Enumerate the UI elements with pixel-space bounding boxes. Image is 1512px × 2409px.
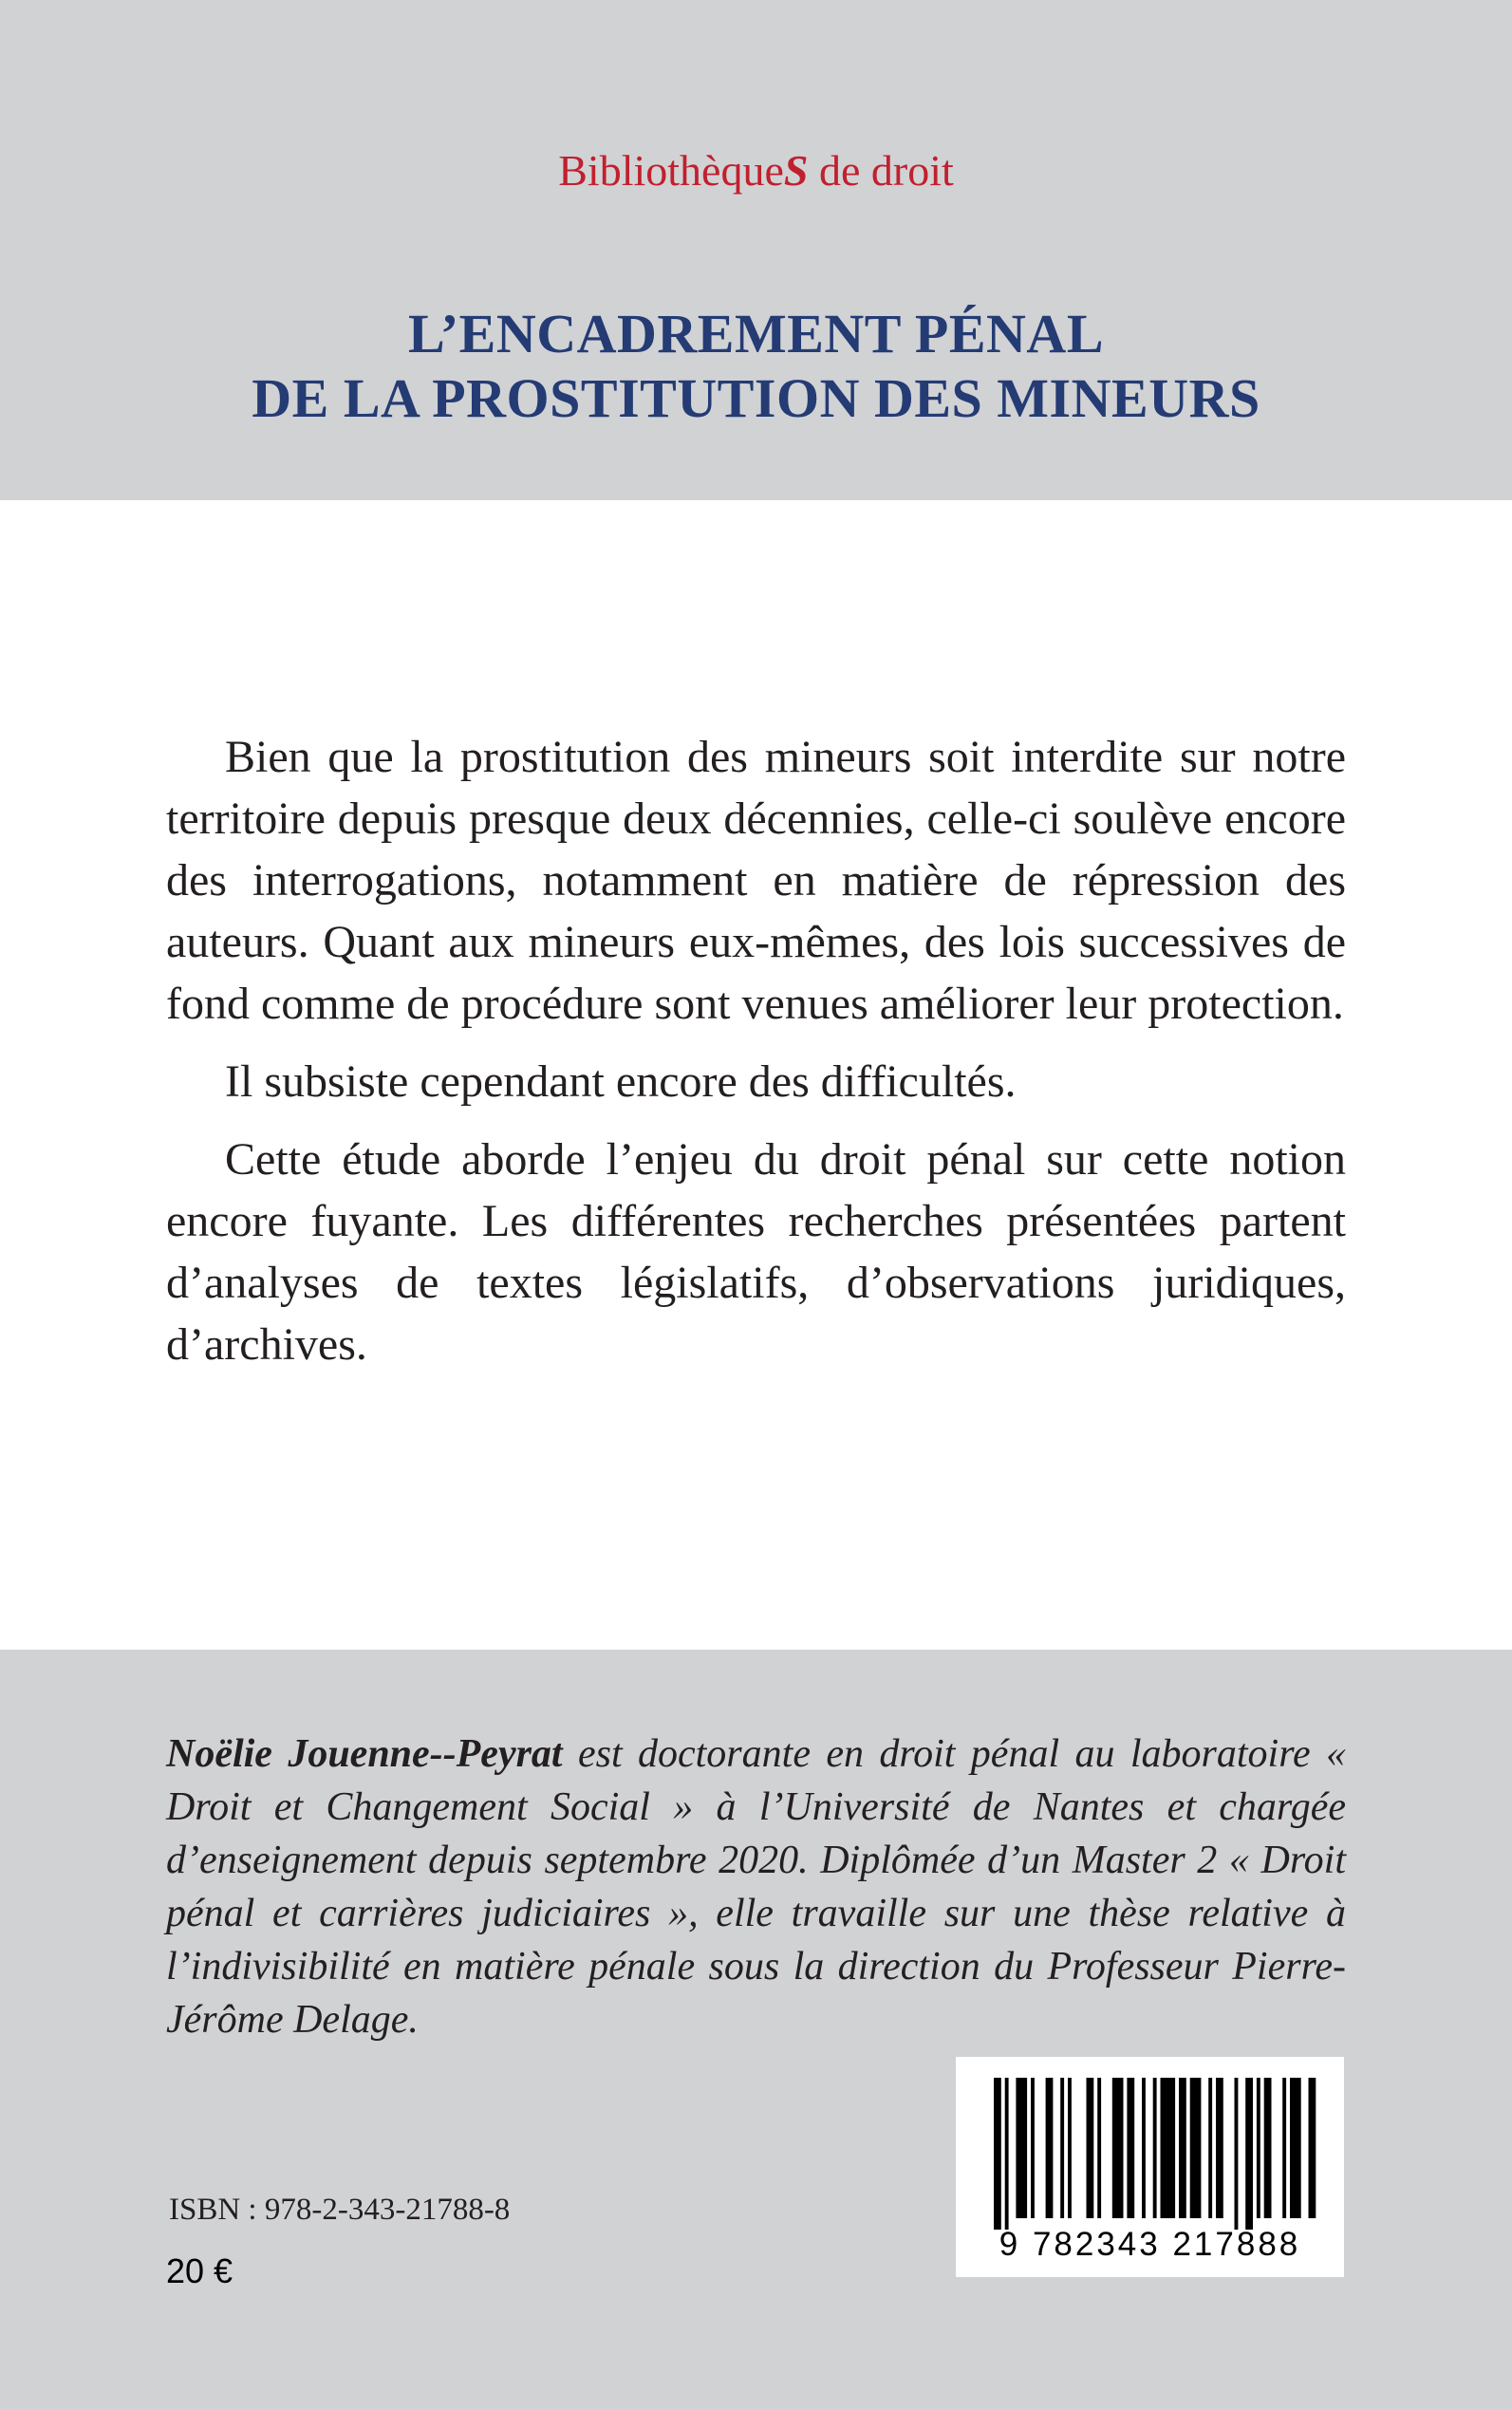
collection-mark: S — [783, 146, 809, 195]
barcode-bar — [1060, 2078, 1064, 2218]
collection-name — [0, 142, 1512, 199]
barcode — [956, 2057, 1344, 2277]
barcode-bar — [1016, 2078, 1027, 2218]
author-bio — [166, 1727, 1346, 2046]
isbn-number: ISBN : 978-2-343-21788-8 — [169, 2193, 511, 2227]
price-label: 20 € — [166, 2251, 233, 2290]
barcode-bar — [1179, 2078, 1186, 2218]
book-title — [0, 302, 1512, 431]
barcode-bar — [1216, 2078, 1223, 2218]
barcode-bar — [1161, 2078, 1176, 2218]
barcode-bar — [1290, 2078, 1301, 2218]
collection-suffix: de droit — [808, 146, 954, 195]
barcode-bar — [1235, 2078, 1239, 2230]
barcode-bar — [994, 2078, 1001, 2230]
barcode-bar — [1282, 2078, 1286, 2218]
barcode-bar — [1190, 2078, 1202, 2218]
barcode-bar — [1142, 2078, 1146, 2218]
barcode-bar — [1087, 2078, 1094, 2218]
barcode-bar — [1097, 2078, 1101, 2218]
author-bio-text: est doctorante en droit pénal au laboratoire « Droit et Changement Social » à l’Université de Nantes et chargée d’enseignement depuis septembre 2020. Diplômée d’un Master 2 « Droit pénal et carrières judiciaires », elle travaille sur une thèse relative à l’indivisibilité en matière pénale sous la direction du Professeur Pierre-Jérôme Delage. — [166, 1732, 1346, 2042]
barcode-bar — [1309, 2078, 1316, 2218]
barcode-digits: 9 782343 217888 — [999, 2226, 1301, 2263]
collection-prefix: Bibliothèque — [558, 146, 784, 195]
summary-paragraph: Il subsiste cependant encore des difficultés. — [225, 1056, 1017, 1107]
header-band — [0, 0, 1512, 500]
book-summary — [166, 726, 1346, 1391]
barcode-bar — [1031, 2078, 1035, 2218]
barcode-bar — [1264, 2078, 1272, 2218]
title-line-1: L’ENCADREMENT PÉNAL — [408, 303, 1104, 364]
barcode-bar — [1046, 2078, 1054, 2218]
title-line-2: DE LA PROSTITUTION DES MINEURS — [252, 367, 1260, 429]
barcode-bar — [1112, 2078, 1124, 2218]
author-name: Noëlie Jouenne--Peyrat — [166, 1732, 563, 1776]
summary-paragraph: Cette étude aborde l’enjeu du droit pénal sur cette notion encore fuyante. Les différentes recherches présentées partent d’analyses de textes législatifs, d’observations juridiques, d’archives. — [166, 1134, 1346, 1370]
barcode-bar — [1127, 2078, 1134, 2218]
barcode-bar — [1005, 2078, 1009, 2230]
summary-paragraph: Bien que la prostitution des mineurs soit interdite sur notre territoire depuis presque deux décennies, celle-ci soulève encore des interrogations, notamment en matière de répression des auteurs. Quant aux mineurs eux-mêmes, des lois successives de fond comme de procédure sont venues améliorer leur protection. — [166, 732, 1346, 1029]
barcode-bar — [1153, 2078, 1157, 2218]
barcode-bar — [1068, 2078, 1072, 2218]
barcode-bar — [1245, 2078, 1253, 2230]
barcode-bar — [1208, 2078, 1212, 2218]
barcode-bar — [1257, 2078, 1260, 2218]
